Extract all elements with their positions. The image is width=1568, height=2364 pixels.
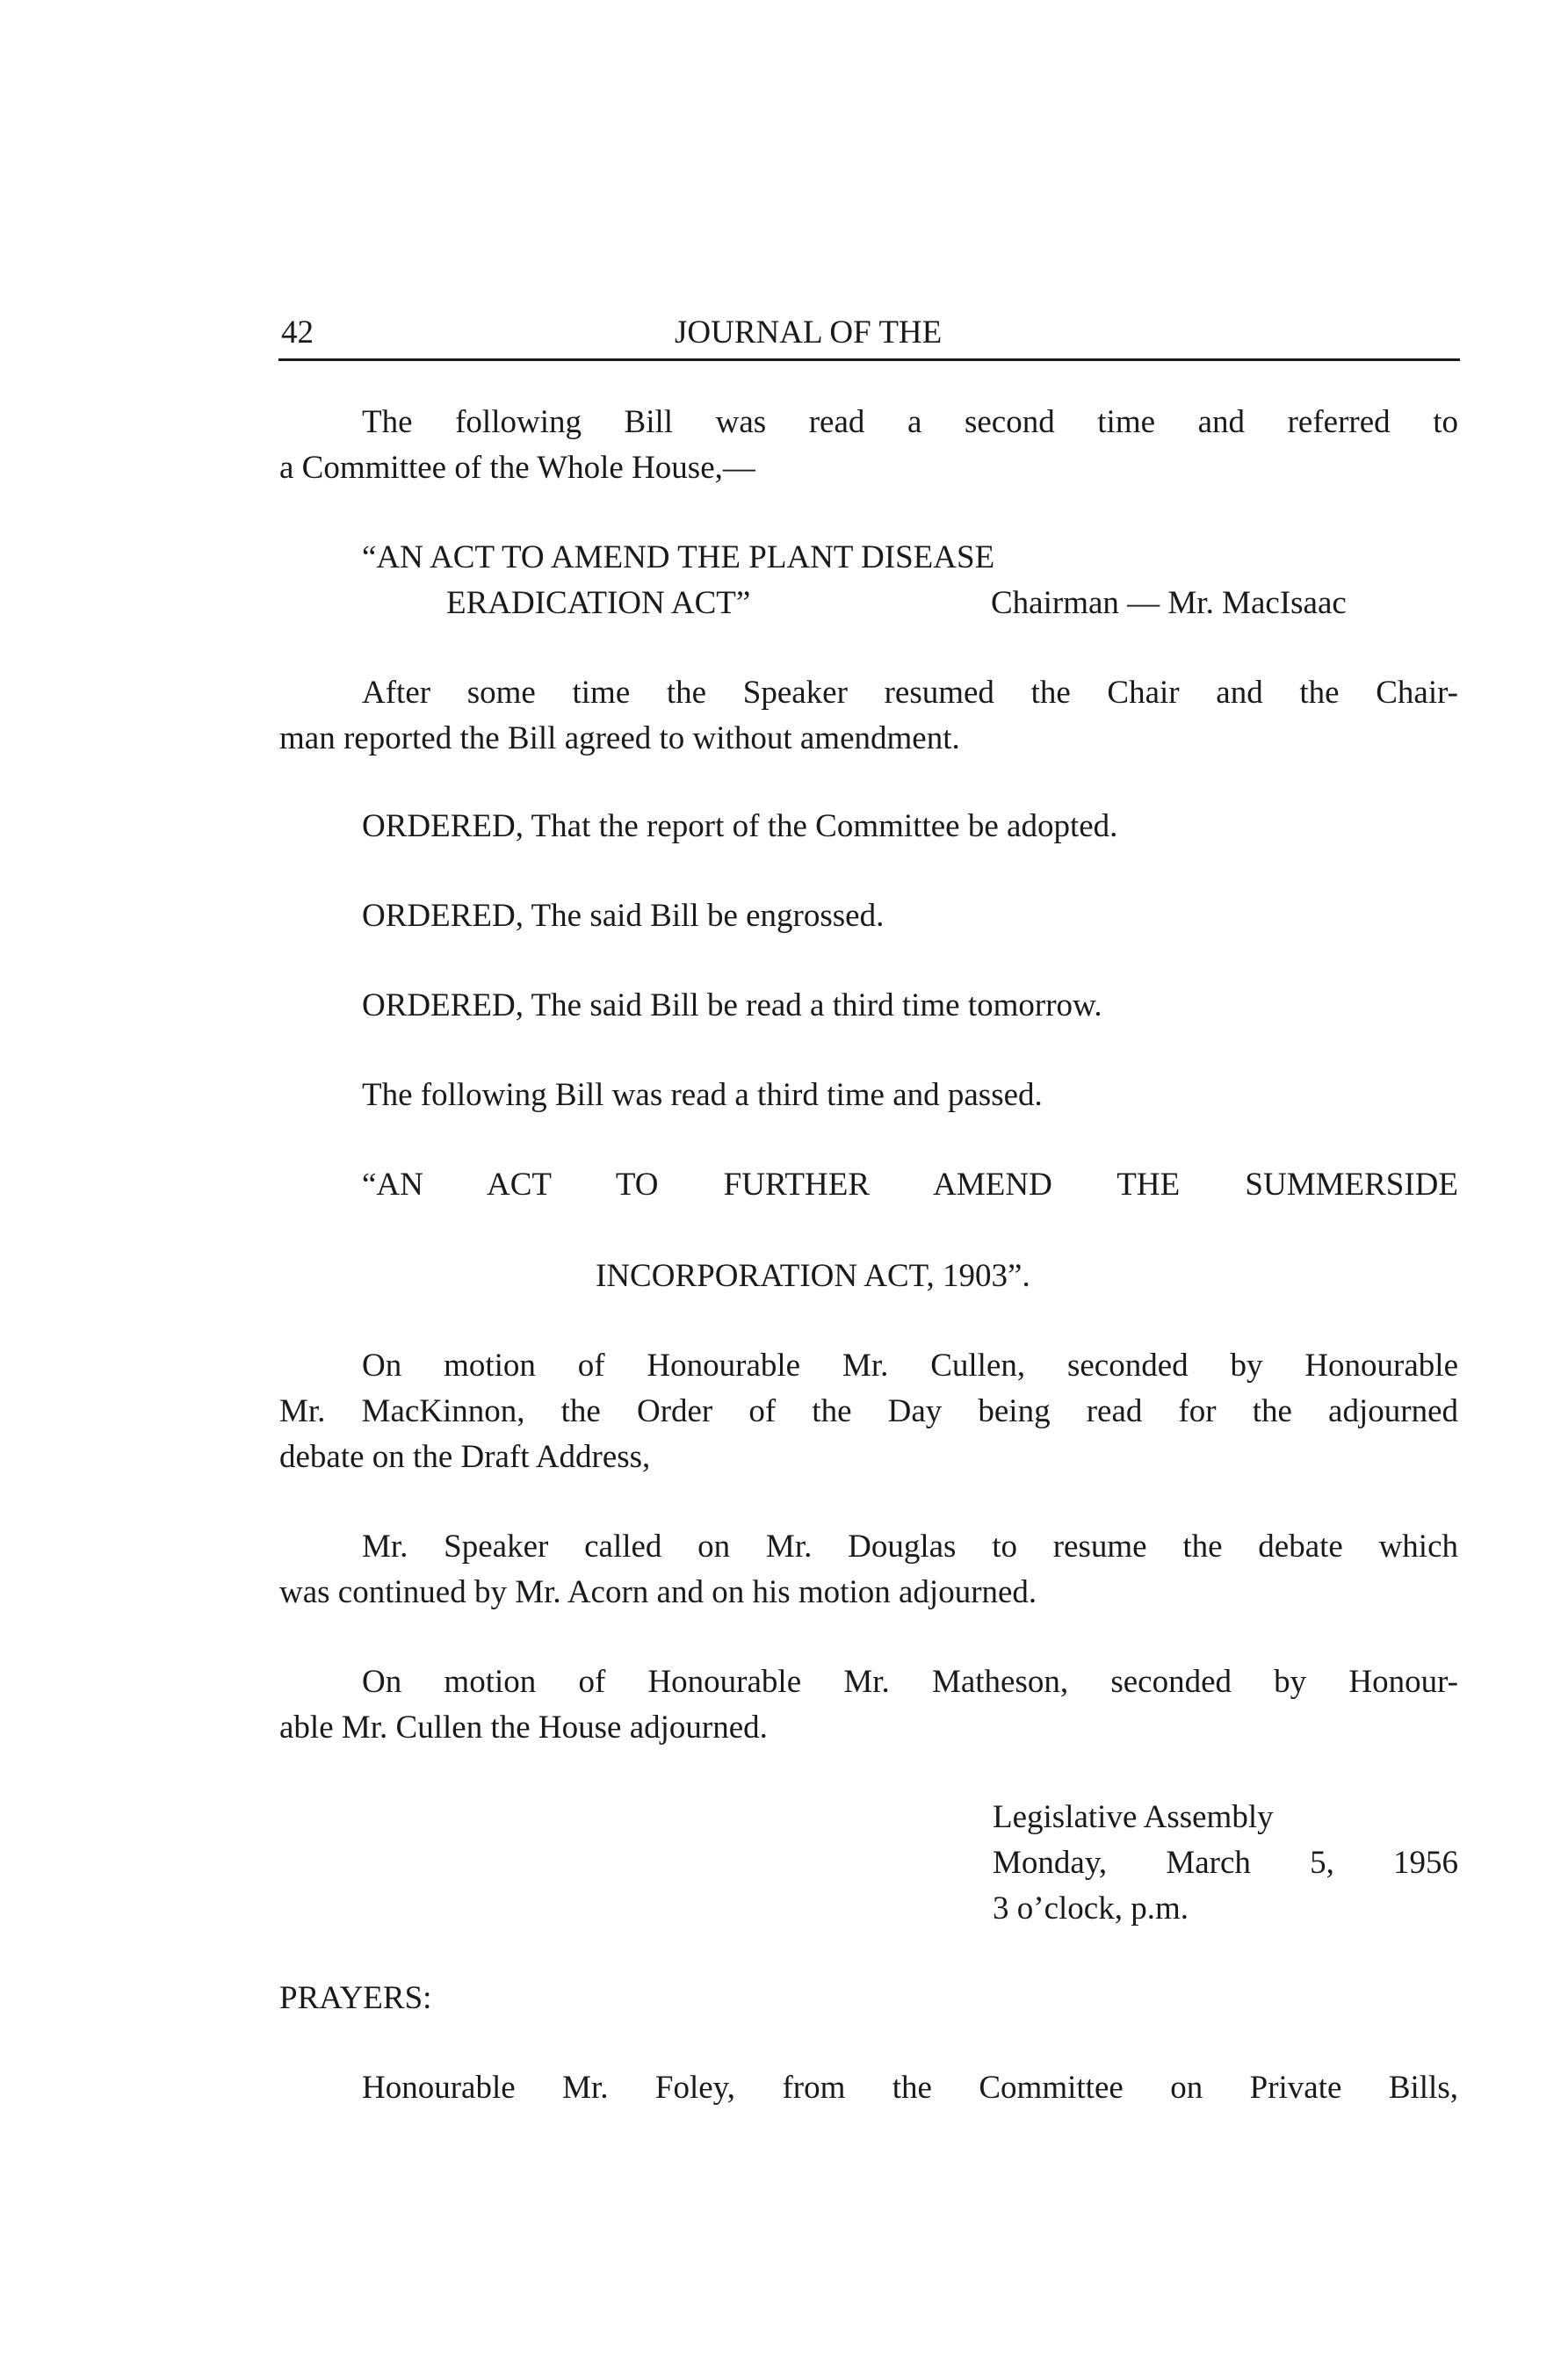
paragraph-6-line-2: able Mr. Cullen the House adjourned.	[279, 1710, 768, 1746]
paragraph-7-line-1: Honourable Mr. Foley, from the Committee on Private Bills,	[362, 2070, 1458, 2106]
sitting-place: Legislative Assembly	[993, 1799, 1274, 1835]
header-rule	[278, 358, 1460, 361]
paragraph-2-line-1: After some time the Speaker resumed the Chair and the Chair-	[362, 675, 1458, 711]
ordered-third-reading: ORDERED, The said Bill be read a third time tomorrow.	[362, 987, 1102, 1023]
paragraph-1-line-1: The following Bill was read a second time and referred to	[362, 404, 1458, 440]
paragraph-1-line-2: a Committee of the Whole House,—	[279, 450, 755, 486]
paragraph-2-line-2: man reported the Bill agreed to without amendment.	[279, 720, 960, 756]
paragraph-4-line-1: On motion of Honourable Mr. Cullen, seconded by Honourable	[362, 1348, 1458, 1384]
bill-2-title-line-2: INCORPORATION ACT, 1903”.	[596, 1258, 1030, 1294]
paragraph-3: The following Bill was read a third time and passed.	[362, 1077, 1043, 1113]
running-title: JOURNAL OF THE	[675, 314, 943, 351]
bill-1-chairman: Chairman — Mr. MacIsaac	[991, 585, 1347, 621]
bill-2-title-line-1: “AN ACT TO FURTHER AMEND THE SUMMERSIDE	[362, 1167, 1458, 1203]
prayers-heading: PRAYERS:	[279, 1980, 432, 2016]
paragraph-5-line-2: was continued by Mr. Acorn and on his motion adjourned.	[279, 1574, 1037, 1610]
ordered-report-adopted: ORDERED, That the report of the Committee be adopted.	[362, 808, 1118, 844]
bill-1-title-line-2: ERADICATION ACT”	[446, 585, 751, 621]
paragraph-4-line-2: Mr. MacKinnon, the Order of the Day being read for the adjourned	[279, 1393, 1458, 1429]
page-number: 42	[281, 314, 314, 351]
bill-1-title-line-1: “AN ACT TO AMEND THE PLANT DISEASE	[362, 539, 995, 575]
sitting-date: Monday, March 5, 1956	[993, 1845, 1458, 1881]
sitting-time: 3 o’clock, p.m.	[993, 1890, 1189, 1927]
paragraph-4-line-3: debate on the Draft Address,	[279, 1439, 651, 1475]
paragraph-6-line-1: On motion of Honourable Mr. Matheson, seconded by Honour-	[362, 1664, 1458, 1700]
ordered-engrossed: ORDERED, The said Bill be engrossed.	[362, 898, 885, 934]
paragraph-5-line-1: Mr. Speaker called on Mr. Douglas to resume the debate which	[362, 1529, 1458, 1565]
